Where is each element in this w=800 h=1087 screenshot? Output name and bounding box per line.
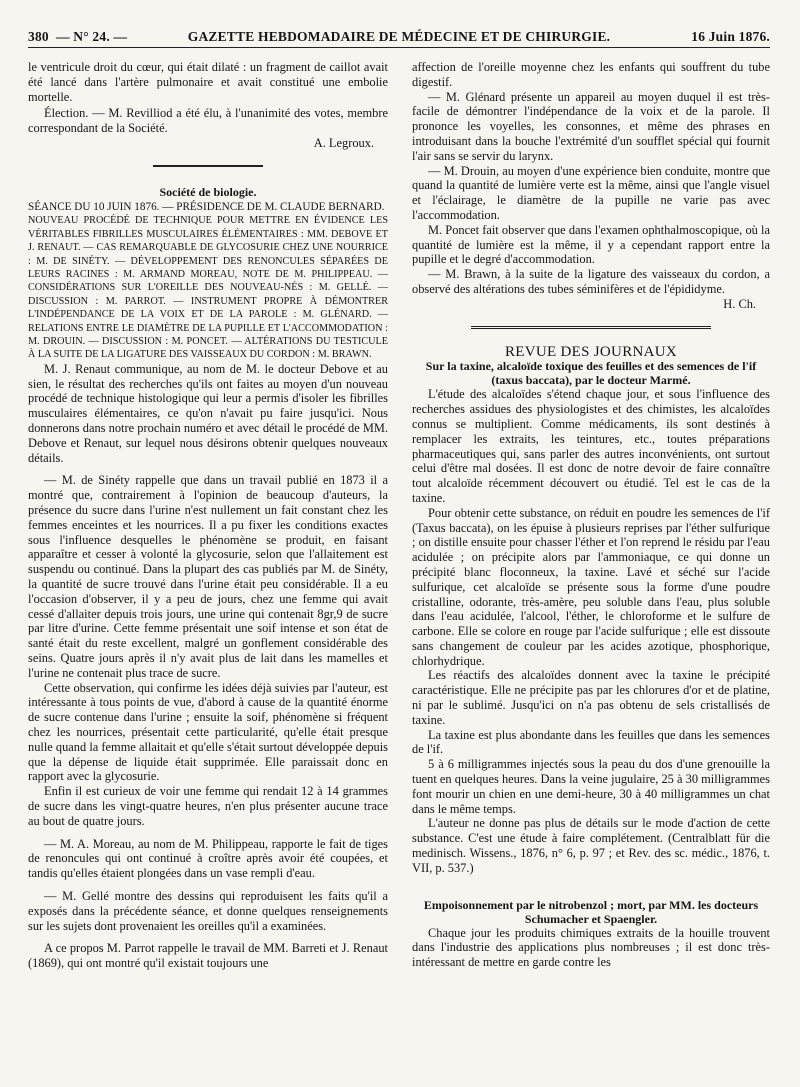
signature: H. Ch. <box>723 296 756 311</box>
paragraph: — M. Brawn, à la suite de la ligature des vaisseaux du cordon, a observé des altérations des tubes séminifères et de l'épididyme. <box>412 267 770 296</box>
paragraph: La taxine est plus abondante dans les feuilles que dans les semences de l'if. <box>412 727 770 757</box>
session-summary: NOUVEAU PROCÉDÉ DE TECHNIQUE POUR METTRE EN ÉVIDENCE LES VÉRITABLES FIBRILLES MUSCULAIRES ÉLÉMENTAIRES : MM. DEBOVE ET J. RENAUT. — CAS REMARQUABLE DE GLYCOSURIE CHEZ UNE NOURRICE : M. DE SINÉTY. — DÉVELOPPEMENT DES RENONCULES SÉPARÉES DE LEURS RACINES : M. ARMAND MOREAU, NOTE DE M. PHILIPPEAU. — CONSIDÉRATIONS SUR L'OREILLE DES NOUVEAU-NÉS : M. GELLÉ. — DISCUSSION : M. PARROT. — INSTRUMENT PROPRE À DÉMONTRER L'INDÉPENDANCE DE LA VOIX ET DE LA PAROLE : M. GLÉNARD. — RELATIONS ENTRE LE DIAMÈTRE DE LA PUPILLE ET L'ACCOMMODATION : M. DROUIN. — DISCUSSION : M. PONCET. — ALTÉRATIONS DU TESTICULE À LA SUITE DE LA LIGATURE DES VAISSEAUX DU CORDON : M. BRAWN. <box>28 215 388 361</box>
journal-title: GAZETTE HEBDOMADAIRE DE MÉDECINE ET DE CHIRURGIE. <box>187 29 611 44</box>
paragraph: affection de l'oreille moyenne chez les enfants qui souffrent du tube digestif. <box>412 60 770 89</box>
section-title: REVUE DES JOURNAUX <box>504 343 678 360</box>
paragraph: M. Poncet fait observer que dans l'examen ophthalmoscopique, où la quantité de lumière est la même, il y a cependant rapport entre la pupille et le degré d'accommodation. <box>412 222 770 267</box>
signature: A. Legroux. <box>313 135 374 150</box>
paragraph: M. J. Renaut communique, au nom de M. le docteur Debove et au sien, le résultat des recherches qu'ils ont faites au moyen d'un nouveau procédé de technique histologique qui leur a permis d'isoler les fibrilles musculaires élémentaires, ce qu'on n'avait pu faire jusqu'ici. Nous donnerons dans notre prochain numéro et avec détail le procédé de MM. Debove et Renaut, sur lequel nous désirons obtenir quelques nouveaux détails. <box>28 361 388 465</box>
paragraph: le ventricule droit du cœur, qui était dilaté : un fragment de caillot avait été lancé dans l'artère pulmonaire et avait constitué une embolie mortelle. <box>28 60 388 104</box>
paragraph: Cette observation, qui confirme les idées déjà suivies par l'auteur, est intéressante à tous points de vue, d'abord à cause de la quantité énorme de sucre contenue dans l'urine ; ensuite la soif, phénomène si fréquent chez les nourrices, présentait cette particularité, qu'elle était presque nulle quand la femme allaitait et qu'elle s'était surtout développée depuis que la dépense de liquide était supprimée. Elle paraissait donc en rapport avec la glycosurie. <box>28 680 388 784</box>
paragraph: Enfin il est curieux de voir une femme qui rendait 12 à 14 grammes de sucre dans les vingt-quatre heures, n'en plus présenter aucune trace au bout de quatre jours. <box>28 784 388 828</box>
paragraph: L'étude des alcaloïdes s'étend chaque jour, et sous l'influence des recherches assidues des physiologistes et des chimistes, les alcaloïdes connus se multiplient. Comme médicaments, ils sont destinés à remplacer les extraits, les teintures, etc., toutes préparations pharmaceutiques qui, sans parler des autres inconvénients, ont surtout celui d'être mal dosées. Il est donc de notre devoir de faire connaître tout alcaloïde récemment découvert ou étudié. Tel est le cas de la taxine. <box>412 387 770 505</box>
session-line: SÉANCE DU 10 JUIN 1876. — PRÉSIDENCE DE M. CLAUDE BERNARD. <box>28 200 385 213</box>
article-title: Sur la taxine, alcaloïde toxique des feuilles et des semences de l'if (taxus baccata), par le docteur Marmé. <box>425 359 757 388</box>
paragraph: Pour obtenir cette substance, on réduit en poudre les semences de l'if (Taxus baccata), on les épuise à plusieurs reprises par l'éther sulfurique ; on distille ensuite pour chasser l'éther et l'on reprend le résidu par l'eau acidulée ; on précipite alors par l'ammoniaque, ce qui donne un précipité blanc floconneux, la taxine. Lavé et séché sur l'acide sulfurique, cet alcaloïde se présente sous la forme d'une poudre cristalline, odorante, très-amère, peu soluble dans l'eau, plus soluble dans l'eau acidulée, l'alcool, l'éther, le chloroforme et le sulfure de carbone. Elle se colore en rouge par l'acide sulfurique ; elle est dissoute sans changement de couleur par les acides azotique, phosphorique, chlorhydrique. <box>412 505 770 668</box>
paragraph: 5 à 6 milligrammes injectés sous la peau du dos d'une grenouille la tuent en quelques heures. Dans la veine jugulaire, 25 à 30 milligrammes font mourir un chien en une demi-heure, 30 à 40 milligrammes un chat dans le même temps. <box>412 757 770 816</box>
left-column <box>28 60 388 971</box>
running-header <box>28 27 770 48</box>
issue-number: — N° 24. — <box>56 29 128 44</box>
article-title: Empoisonnement par le nitrobenzol ; mort, par MM. les docteurs Schumacher et Spaengler. <box>423 897 759 926</box>
paragraph: Chaque jour les produits chimiques extraits de la houille trouvent dans l'industrie des applications plus nombreuses ; il est donc très-intéressant de mettre en garde contre les <box>412 925 770 970</box>
page-number: 380 — N° 24. — <box>28 29 128 44</box>
section-divider <box>471 326 711 329</box>
paragraph: — M. Drouin, au moyen d'une expérience bien conduite, montre que quand la quantité de lumière verte est la même, ainsi que l'angle visuel et l'éclairage, le diamètre de la pupille ne varie pas avec l'accommodation. <box>412 163 770 222</box>
paragraph: — M. Glénard présente un appareil au moyen duquel il est très-facile de démontrer l'indépendance de la voix et de la parole. Il prononce les voyelles, les consonnes, et même des phrases en introduisant dans la bouche l'extrémité d'un soufflet spécial qui fournit l'air sans se servir du larynx. <box>412 89 770 163</box>
paragraph: — M. A. Moreau, au nom de M. Philippeau, rapporte le fait de tiges de renoncules qui ont continué à croître après avoir été coupées, et tandis qu'elles étaient plongées dans un vase rempli d'eau. <box>28 836 388 881</box>
paragraph: — M. de Sinéty rappelle que dans un travail publié en 1873 il a montré que, contrairement à l'opinion de beaucoup d'auteurs, la présence du sucre dans l'urine n'est nullement un fait constant chez les femmes enceintes et les nourrices. Il a pu fixer les conditions exactes sous l'influence desquelles le phénomène se produit, en faisant apparaître et cesser à volonté la glycosurie, selon que l'allaitement est suspendu ou continué. Dans la plupart des cas publiés par M. de Sinéty, la quantité de sucre trouvé dans l'urine était peu considérable. Il a eu l'occasion d'observer, il y a peu de jours, chez une femme qui avait cessé d'allaiter depuis trois jours, une urine qui contenait 8gr,9 de sucre par litre d'urine. Cette femme présentait une soif intense et son état de santé était du reste excellent, malgré un gonflement considérable des seins. Quatre jours après il n'y avait plus de lait dans les mamelles et l'urine ne contenait plus trace de sucre. <box>28 473 388 680</box>
election-paragraph: Élection. — M. Revilliod a été élu, à l'unanimité des votes, membre correspondant de la Société. <box>28 106 388 136</box>
paragraph: — M. Gellé montre des dessins qui reproduisent les faits qu'il a exposés dans la précédente séance, et donne quelques renseignements sur les sujets dont provenaient les oreilles qu'il a examinées. <box>28 888 388 933</box>
paragraph: Les réactifs des alcaloïdes donnent avec la taxine le précipité caractéristique. Elle ne précipite pas par les chlorures d'or et de platine, ni par le sublimé. Jusqu'ici on n'a pas obtenu de sels cristallisés de taxine. <box>412 668 770 727</box>
society-heading: Société de biologie. <box>159 184 257 199</box>
section-divider <box>153 165 263 167</box>
issue-date: 16 Juin 1876. <box>691 29 770 44</box>
paragraph: L'auteur ne donne pas plus de détails sur le mode d'action de cette substance. C'est une étude à faire complétement. (Centralblatt für die medinisch. Wissens., 1876, n° 6, p. 97 ; et Rev. des sc. médic., 1876, t. VII, p. 537.) <box>412 816 770 875</box>
right-column <box>412 60 770 970</box>
paragraph: A ce propos M. Parrot rappelle le travail de MM. Barreti et J. Renaut (1869), qui ont montré qu'il existait toujours une <box>28 941 388 971</box>
